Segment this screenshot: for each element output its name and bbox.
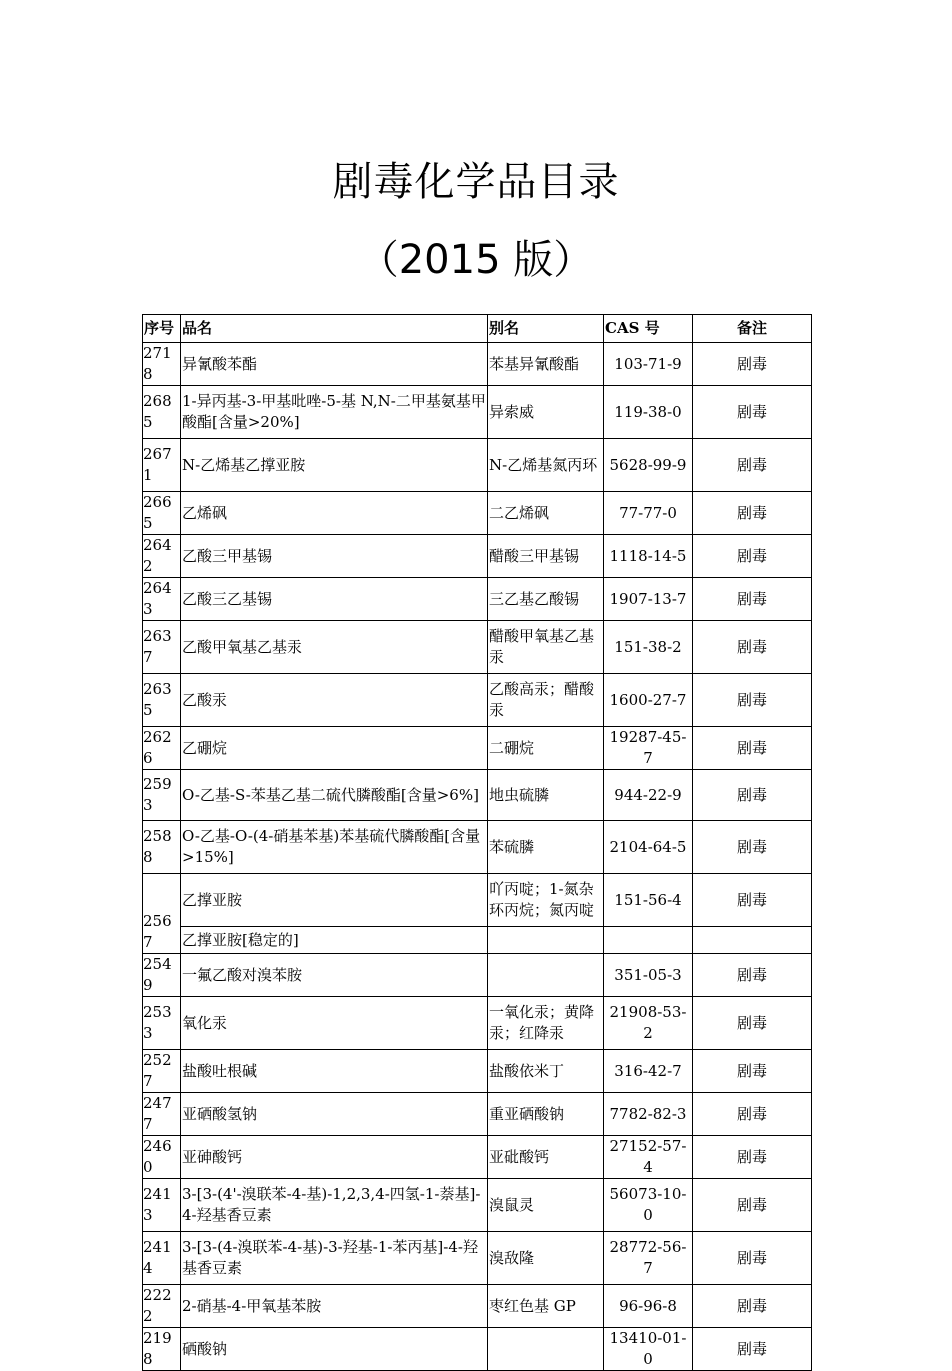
cell-name: 3-[3-(4'-溴联苯-4-基)-1,2,3,4-四氢-1-萘基]-4-羟基香豆素	[181, 1179, 488, 1232]
cell-cas: 151-38-2	[604, 621, 693, 674]
table-row	[143, 621, 812, 674]
header-cas: CAS 号	[604, 315, 693, 343]
cell-no: 2198	[143, 1328, 181, 1371]
cell-cas: 77-77-0	[604, 492, 693, 535]
cell-note: 剧毒	[693, 674, 812, 727]
cell-cas: 13410-01-0	[604, 1328, 693, 1371]
cell-name: 乙酸汞	[181, 674, 488, 727]
table-row	[143, 535, 812, 578]
cell-name: 一氟乙酸对溴苯胺	[181, 954, 488, 997]
cell-no: 2626	[143, 727, 181, 770]
table-body	[143, 343, 812, 1371]
cell-no: 2665	[143, 492, 181, 535]
table-row	[143, 874, 812, 927]
cell-alias: 三乙基乙酸锡	[488, 578, 604, 621]
cell-alias: 亚砒酸钙	[488, 1136, 604, 1179]
table-row	[143, 1232, 812, 1285]
cell-note: 剧毒	[693, 1050, 812, 1093]
cell-no: 2527	[143, 1050, 181, 1093]
cell-alias: 重亚硒酸钠	[488, 1093, 604, 1136]
cell-no: 2671	[143, 439, 181, 492]
table-row	[143, 1328, 812, 1371]
table-row	[143, 674, 812, 727]
cell-no: 2460	[143, 1136, 181, 1179]
cell-no: 2588	[143, 821, 181, 874]
cell-cas: 1907-13-7	[604, 578, 693, 621]
document-subtitle: （2015 版）	[358, 237, 594, 283]
cell-note: 剧毒	[693, 621, 812, 674]
cell-no: 2718	[143, 343, 181, 386]
cell-name: 乙酸甲氧基乙基汞	[181, 621, 488, 674]
cell-cas: 28772-56-7	[604, 1232, 693, 1285]
cell-name: 氧化汞	[181, 997, 488, 1050]
table-row	[143, 578, 812, 621]
cell-cas: 1118-14-5	[604, 535, 693, 578]
cell-note: 剧毒	[693, 1328, 812, 1371]
document-title: 剧毒化学品目录	[332, 159, 620, 205]
table-row	[143, 343, 812, 386]
cell-cas: 316-42-7	[604, 1050, 693, 1093]
table-row	[143, 1285, 812, 1328]
cell-alias: 二乙烯砜	[488, 492, 604, 535]
cell-note: 剧毒	[693, 439, 812, 492]
cell-note: 剧毒	[693, 1285, 812, 1328]
table-row	[143, 821, 812, 874]
cell-cas: 96-96-8	[604, 1285, 693, 1328]
cell-cas: 7782-82-3	[604, 1093, 693, 1136]
cell-alias: 吖丙啶；1-氮杂环丙烷；氮丙啶	[488, 874, 604, 927]
cell-name: 硒酸钠	[181, 1328, 488, 1371]
cell-name: 亚砷酸钙	[181, 1136, 488, 1179]
cell-no: 2414	[143, 1232, 181, 1285]
cell-alias: 枣红色基 GP	[488, 1285, 604, 1328]
cell-cas: 351-05-3	[604, 954, 693, 997]
table-row	[143, 492, 812, 535]
cell-name: 3-[3-(4-溴联苯-4-基)-3-羟基-1-苯丙基]-4-羟基香豆素	[181, 1232, 488, 1285]
cell-alias: 二硼烷	[488, 727, 604, 770]
table-header-row	[143, 315, 812, 343]
cell-no: 2477	[143, 1093, 181, 1136]
cell-note: 剧毒	[693, 386, 812, 439]
cell-cas: 103-71-9	[604, 343, 693, 386]
cell-alias	[488, 1328, 604, 1371]
cell-alias	[488, 954, 604, 997]
table-row	[143, 439, 812, 492]
cell-no: 2413	[143, 1179, 181, 1232]
cell-cas: 5628-99-9	[604, 439, 693, 492]
table-row	[143, 386, 812, 439]
cell-alias: 苯基异氰酸酯	[488, 343, 604, 386]
cell-name: 乙烯砜	[181, 492, 488, 535]
cell-no: 2533	[143, 997, 181, 1050]
cell-note: 剧毒	[693, 874, 812, 927]
cell-alias: 盐酸依米丁	[488, 1050, 604, 1093]
cell-name: O-乙基-O-(4-硝基苯基)苯基硫代膦酸酯[含量>15%]	[181, 821, 488, 874]
cell-note: 剧毒	[693, 343, 812, 386]
cell-cas: 1600-27-7	[604, 674, 693, 727]
cell-note: 剧毒	[693, 578, 812, 621]
cell-note: 剧毒	[693, 1136, 812, 1179]
cell-note: 剧毒	[693, 770, 812, 821]
cell-alias: 苯硫膦	[488, 821, 604, 874]
cell-note: 剧毒	[693, 821, 812, 874]
table-row	[143, 770, 812, 821]
cell-note: 剧毒	[693, 727, 812, 770]
cell-note: 剧毒	[693, 1232, 812, 1285]
chemical-table	[142, 314, 812, 1371]
cell-alias: 溴鼠灵	[488, 1179, 604, 1232]
cell-no: 2685	[143, 386, 181, 439]
cell-name: 盐酸吐根碱	[181, 1050, 488, 1093]
header-alias: 别名	[488, 315, 604, 343]
cell-name: 2-硝基-4-甲氧基苯胺	[181, 1285, 488, 1328]
cell-name: 乙酸三乙基锡	[181, 578, 488, 621]
cell-name: 1-异丙基-3-甲基吡唑-5-基 N,N-二甲基氨基甲酸酯[含量>20%]	[181, 386, 488, 439]
cell-name: 乙酸三甲基锡	[181, 535, 488, 578]
cell-note: 剧毒	[693, 997, 812, 1050]
cell-no: 2642	[143, 535, 181, 578]
header-no: 序号	[143, 315, 181, 343]
cell-no: 2635	[143, 674, 181, 727]
table-row	[143, 997, 812, 1050]
table-row	[143, 1136, 812, 1179]
cell-name: 异氰酸苯酯	[181, 343, 488, 386]
header-name: 品名	[181, 315, 488, 343]
cell-alias: 一氧化汞；黄降汞；红降汞	[488, 997, 604, 1050]
cell-no: 2593	[143, 770, 181, 821]
cell-alias	[488, 927, 604, 954]
header-note: 备注	[693, 315, 812, 343]
cell-alias: 溴敌隆	[488, 1232, 604, 1285]
cell-cas: 21908-53-2	[604, 997, 693, 1050]
cell-note: 剧毒	[693, 1093, 812, 1136]
cell-alias: 醋酸甲氧基乙基汞	[488, 621, 604, 674]
table-row	[143, 954, 812, 997]
cell-name: O-乙基-S-苯基乙基二硫代膦酸酯[含量>6%]	[181, 770, 488, 821]
cell-alias: 醋酸三甲基锡	[488, 535, 604, 578]
table-row	[143, 1093, 812, 1136]
cell-alias: 乙酸高汞；醋酸汞	[488, 674, 604, 727]
cell-alias: N-乙烯基氮丙环	[488, 439, 604, 492]
cell-no: 2549	[143, 954, 181, 997]
table-row	[143, 1179, 812, 1232]
table-row	[143, 927, 812, 954]
cell-cas: 119-38-0	[604, 386, 693, 439]
cell-cas: 944-22-9	[604, 770, 693, 821]
cell-alias: 异索威	[488, 386, 604, 439]
cell-name: N-乙烯基乙撑亚胺	[181, 439, 488, 492]
cell-cas	[604, 927, 693, 954]
table-row	[143, 1050, 812, 1093]
cell-cas: 151-56-4	[604, 874, 693, 927]
cell-alias: 地虫硫膦	[488, 770, 604, 821]
cell-no: 2637	[143, 621, 181, 674]
cell-cas: 19287-45-7	[604, 727, 693, 770]
cell-name: 乙撑亚胺[稳定的]	[181, 927, 488, 954]
cell-no: 2222	[143, 1285, 181, 1328]
cell-note	[693, 927, 812, 954]
cell-name: 乙撑亚胺	[181, 874, 488, 927]
cell-name: 亚硒酸氢钠	[181, 1093, 488, 1136]
cell-note: 剧毒	[693, 1179, 812, 1232]
cell-cas: 56073-10-0	[604, 1179, 693, 1232]
cell-cas: 2104-64-5	[604, 821, 693, 874]
cell-name: 乙硼烷	[181, 727, 488, 770]
cell-cas: 27152-57-4	[604, 1136, 693, 1179]
cell-note: 剧毒	[693, 492, 812, 535]
cell-note: 剧毒	[693, 954, 812, 997]
table-row	[143, 727, 812, 770]
cell-no: 2643	[143, 578, 181, 621]
cell-no: 2567	[143, 874, 181, 954]
cell-note: 剧毒	[693, 535, 812, 578]
